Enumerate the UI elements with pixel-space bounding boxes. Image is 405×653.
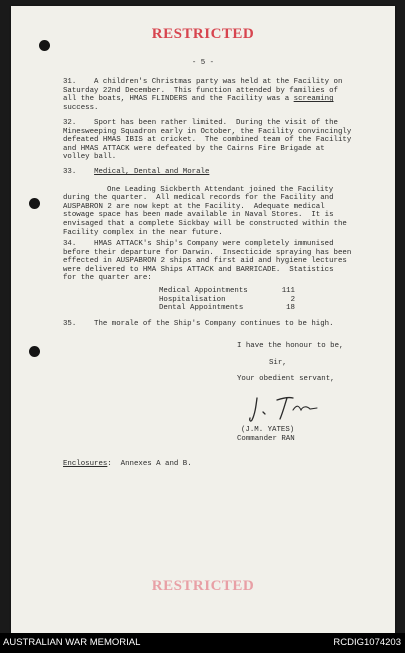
archive-footer: [0, 633, 405, 653]
paragraph-32: [63, 119, 383, 162]
closing-honour: I have the honour to be,: [237, 342, 344, 350]
restricted-stamp-top: RESTRICTED: [151, 26, 255, 42]
statistic-label: Dental Appointments: [159, 304, 244, 313]
text-line: Facility complex in the near future.: [63, 228, 223, 237]
text-line: 34. HMAS ATTACK's Ship's Company were completely immunised: [63, 240, 334, 248]
text-line: effected in AUSPABRON 2 ships and first aid and hygiene lectures: [63, 257, 347, 266]
enclosures-label: Enclosures: [63, 460, 108, 468]
section-number: 33.: [63, 168, 77, 176]
paragraph-35: 35. The morale of the Ship's Company continues to be high.: [63, 320, 334, 328]
underlined-word: screaming: [293, 95, 334, 104]
closing-sir: Sir,: [269, 359, 287, 367]
typed-text: [11, 6, 395, 633]
statistic-value: 18: [286, 304, 295, 313]
statistic-label: Hospitalisation: [159, 295, 226, 304]
text-line: during the quarter. All medical records for the Facility and: [63, 194, 334, 203]
statistics-row: [159, 296, 295, 305]
text-line: 32. Sport has been rather limited. During the visit of the: [63, 119, 338, 127]
text-line: One Leading Sickberth Attendant joined the Facility: [107, 185, 334, 194]
text-line: before their departure for Darwin. Insecticide spraying has been: [63, 248, 352, 257]
text-line: Saturday 22nd December. This function attended by families of: [63, 86, 338, 95]
text-line: [63, 95, 383, 104]
paragraph-31: [63, 78, 383, 112]
text-line: AUSPABRON 2 are now kept at the Facility. Adequate medical: [63, 202, 325, 211]
paragraph-33: [63, 168, 383, 237]
footer-record-id: RCDIG1074203: [333, 637, 401, 648]
section-heading: [63, 168, 383, 177]
enclosures-line: [63, 460, 383, 469]
text-line: were delivered to HMA Ships ATTACK and BARRICADE. Statistics: [63, 265, 334, 274]
text-line: stowage space has been made available in Naval Stores. It is: [63, 211, 334, 220]
text-line: 31. A children's Christmas party was held at the Facility on: [63, 78, 343, 86]
text-line: Minesweeping Squadron early in October, the Facility convincingly: [63, 127, 352, 136]
signatory-rank: Commander RAN: [237, 435, 295, 443]
page-number: - 5 -: [191, 59, 215, 67]
footer-institution: AUSTRALIAN WAR MEMORIAL: [3, 637, 141, 648]
section-title: Medical, Dental and Morale: [94, 168, 210, 176]
restricted-stamp-bottom: RESTRICTED: [151, 578, 255, 594]
text-line: defeated HMAS IBIS at cricket. The combined team of the Facility: [63, 136, 352, 145]
text-line: for the quarter are:: [63, 274, 152, 283]
text-line: volley ball.: [63, 153, 117, 162]
text-line: envisaged that a complete Sickbay will be constructed within the: [63, 219, 347, 228]
statistics-row: [159, 287, 295, 296]
paragraph-34: [63, 240, 383, 283]
closing-servant: Your obedient servant,: [237, 375, 335, 383]
enclosures-text: : Annexes A and B.: [107, 460, 192, 468]
statistics-row: [159, 304, 295, 313]
statistic-label: Medical Appointments: [159, 287, 248, 295]
document-page: [11, 6, 395, 633]
signatory-name: (J.M. YATES): [241, 426, 295, 434]
text-line: and HMAS ATTACK were defeated by the Cairns Fire Brigade at: [63, 144, 325, 153]
statistic-value: 111: [281, 287, 295, 295]
text-line: success.: [63, 103, 99, 112]
statistic-value: 2: [290, 295, 295, 304]
statistics-table: [159, 287, 295, 313]
handwritten-signature: [247, 392, 327, 428]
text-span: all the boats, HMAS FLINDERS and the Facility was a: [63, 95, 294, 104]
